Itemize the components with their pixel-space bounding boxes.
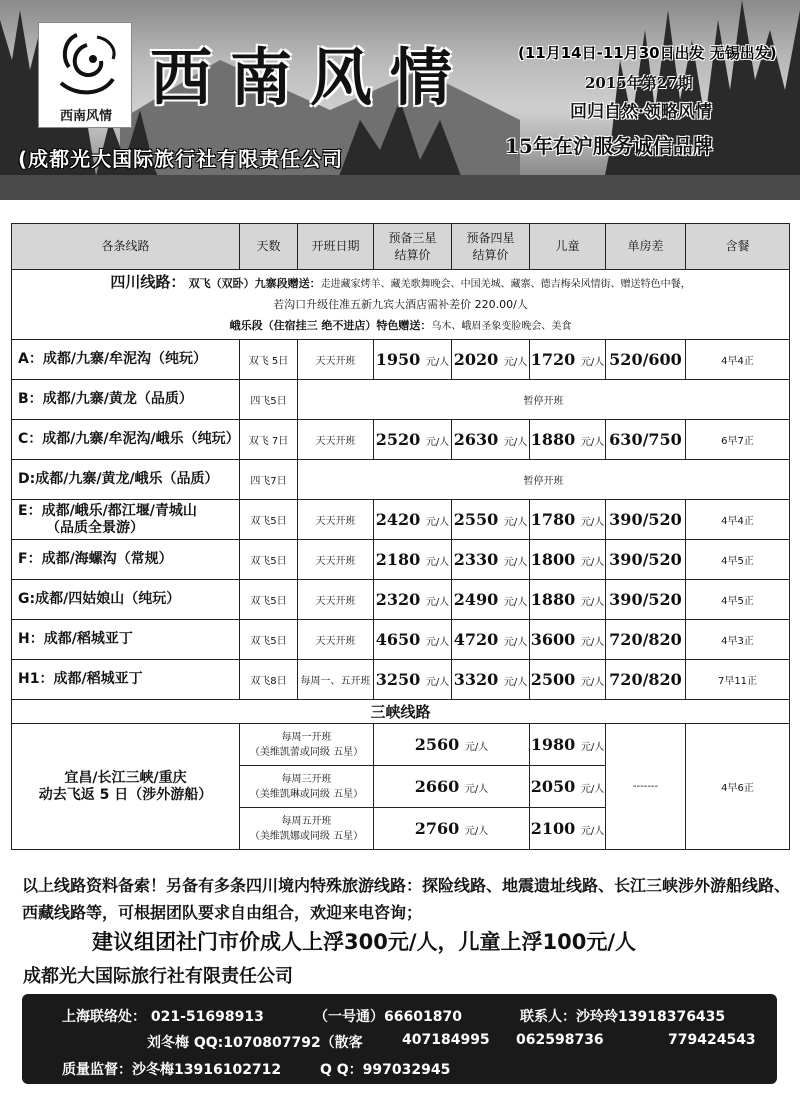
price-3star: 3250 元/人: [374, 660, 452, 700]
price-child: 2500 元/人: [530, 660, 606, 700]
route-schedule: 每周一、五开班: [298, 660, 374, 700]
route-schedule: 天天开班: [298, 500, 374, 540]
liu-qq: 刘冬梅 QQ:1070807792（散客: [147, 1035, 363, 1051]
route-days: 四飞7日: [240, 460, 298, 500]
sanxia-meals: 4早6正: [686, 724, 790, 850]
price-child: 1800 元/人: [530, 540, 606, 580]
price-3star: 2420 元/人: [374, 500, 452, 540]
brand-tagline: 15年在沪服务诚信品牌: [505, 134, 713, 158]
sichuan-info: 四川线路： 双飞（双卧）九寨段赠送：走进藏家烤羊、藏羌歌舞晚会、中国羌城、藏寨、德吉梅朵风情街、赠送特色中餐， 若沟口升级住准五新九宾大酒店需补差价 220.00/人 峨乐段（住宿挂三 绝不进店）特色赠送：乌木、峨眉圣象变脸晚会、美食: [12, 270, 790, 340]
table-row: [12, 724, 790, 766]
price-4star: 3320 元/人: [452, 660, 530, 700]
meals: 7早11正: [686, 660, 790, 700]
contact-box: [22, 994, 777, 1084]
main-title: 西南风情: [150, 41, 471, 114]
meals: 4早4正: [686, 340, 790, 380]
route-days: 四飞5日: [240, 380, 298, 420]
table-row: [12, 660, 790, 700]
table-row: [12, 500, 790, 540]
sanxia-child-price: 2100 元/人: [530, 808, 606, 850]
sanxia-child-price: 1980 元/人: [530, 724, 606, 766]
price-child: 3600 元/人: [530, 620, 606, 660]
qq-1: 407184995: [402, 1032, 490, 1048]
contact-person: 联系人：沙玲玲13918376435: [520, 1009, 726, 1025]
quality-supervision: 质量监督：沙冬梅13916102712: [62, 1062, 282, 1078]
meals: 4早3正: [686, 620, 790, 660]
col-days: 天数: [240, 224, 298, 270]
sichuan-info-row: [12, 270, 790, 340]
table-header-row: [12, 224, 790, 270]
route-schedule: 天天开班: [298, 420, 374, 460]
single-room-diff: 630/750: [606, 420, 686, 460]
route-days: 双飞 5日: [240, 340, 298, 380]
table-row: [12, 380, 790, 420]
sanxia-price: 2760 元/人: [374, 808, 530, 850]
price-4star: 2490 元/人: [452, 580, 530, 620]
sanxia-price: 2660 元/人: [374, 766, 530, 808]
single-room-diff: 720/820: [606, 660, 686, 700]
single-room-diff: 390/520: [606, 540, 686, 580]
meals: 6早7正: [686, 420, 790, 460]
single-room-diff: 390/520: [606, 500, 686, 540]
departure-date-range: (11月14日-11月30日出发 无锡出发): [518, 44, 777, 62]
price-3star: 2180 元/人: [374, 540, 452, 580]
table-row: [12, 460, 790, 500]
route-name: E：成都/峨乐/都江堰/青城山 （品质全景游）: [12, 500, 240, 540]
meals: 4早5正: [686, 540, 790, 580]
sanxia-title-row: [12, 700, 790, 724]
price-child: 1780 元/人: [530, 500, 606, 540]
route-days: 双飞 7日: [240, 420, 298, 460]
qq-2: 062598736: [516, 1032, 604, 1048]
route-name: H1：成都/稻城亚丁: [12, 660, 240, 700]
slogan: 回归自然·领略风情: [570, 102, 712, 122]
col-schedule: 开班日期: [298, 224, 374, 270]
col-route: 各条线路: [12, 224, 240, 270]
logo: [38, 22, 132, 128]
route-status: 暂停开班: [298, 380, 790, 420]
sanxia-rows: [12, 724, 790, 850]
col-meals: 含餐: [686, 224, 790, 270]
route-days: 双飞5日: [240, 500, 298, 540]
table-row: [12, 340, 790, 380]
price-3star: 1950 元/人: [374, 340, 452, 380]
price-table: [11, 223, 790, 850]
company-name: 成都光大国际旅行社有限责任公司: [28, 147, 344, 171]
meals: 4早5正: [686, 580, 790, 620]
company-name-banner: (成都光大国际旅行社有限责任公司: [18, 147, 344, 171]
route-name: A：成都/九寨/牟泥沟（纯玩）: [12, 340, 240, 380]
sanxia-price: 2560 元/人: [374, 724, 530, 766]
price-4star: 2020 元/人: [452, 340, 530, 380]
single-room-diff: 720/820: [606, 620, 686, 660]
issue-number: 2015年第27期: [585, 74, 693, 92]
route-schedule: 天天开班: [298, 340, 374, 380]
sanxia-child-price: 2050 元/人: [530, 766, 606, 808]
table-row: [12, 420, 790, 460]
route-days: 双飞5日: [240, 620, 298, 660]
col-4star: 预备四星 结算价: [452, 224, 530, 270]
price-3star: 4650 元/人: [374, 620, 452, 660]
single-room-diff: 390/520: [606, 580, 686, 620]
route-note: 以上线路资料备索！另备有多条四川境内特殊旅游线路：探险线路、地震遗址线路、长江三峡涉外游船线路、西藏线路等，可根据团队要求自由组合，欢迎来电咨询；: [22, 876, 791, 922]
shanghai-office: 上海联络处： 021-51698913: [62, 1009, 264, 1025]
route-rows: [12, 340, 790, 700]
col-child: 儿童: [530, 224, 606, 270]
route-name: D:成都/九寨/黄龙/峨乐（品质）: [12, 460, 240, 500]
route-days: 双飞5日: [240, 540, 298, 580]
price-4star: 2630 元/人: [452, 420, 530, 460]
col-single-room: 单房差: [606, 224, 686, 270]
qq-3: 779424543: [668, 1032, 756, 1048]
price-4star: 4720 元/人: [452, 620, 530, 660]
route-name: C：成都/九寨/牟泥沟/峨乐（纯玩）: [12, 420, 240, 460]
sanxia-schedule: 每周三开班 （美维凯琳或同级 五星）: [240, 766, 374, 808]
route-name: B：成都/九寨/黄龙（品质）: [12, 380, 240, 420]
header-banner: [0, 0, 800, 200]
price-3star: 2320 元/人: [374, 580, 452, 620]
route-schedule: 天天开班: [298, 580, 374, 620]
one-number-phone: （一号通）66601870: [314, 1009, 462, 1025]
route-days: 双飞8日: [240, 660, 298, 700]
route-days: 双飞5日: [240, 580, 298, 620]
price-4star: 2550 元/人: [452, 500, 530, 540]
sanxia-schedule: 每周一开班 （美维凯蕾或同级 五星）: [240, 724, 374, 766]
logo-swirl-icon: [47, 27, 125, 103]
sanxia-schedule: 每周五开班 （美维凯娜或同级 五星）: [240, 808, 374, 850]
price-4star: 2330 元/人: [452, 540, 530, 580]
logo-text: 西南风情: [59, 109, 112, 124]
route-name: H：成都/稻城亚丁: [12, 620, 240, 660]
route-name: F：成都/海螺沟（常规）: [12, 540, 240, 580]
price-3star: 2520 元/人: [374, 420, 452, 460]
meals: 4早4正: [686, 500, 790, 540]
table-row: [12, 540, 790, 580]
price-advice: 建议组团社门市价成人上浮300元/人，儿童上浮100元/人: [92, 930, 637, 954]
price-child: 1880 元/人: [530, 420, 606, 460]
price-child: 1880 元/人: [530, 580, 606, 620]
col-3star: 预备三星 结算价: [374, 224, 452, 270]
table-row: [12, 580, 790, 620]
qq-main: Q Q：997032945: [320, 1062, 451, 1078]
route-schedule: 天天开班: [298, 540, 374, 580]
table-row: [12, 620, 790, 660]
route-status: 暂停开班: [298, 460, 790, 500]
sanxia-single-room: -------: [606, 724, 686, 850]
single-room-diff: 520/600: [606, 340, 686, 380]
route-schedule: 天天开班: [298, 620, 374, 660]
route-name: G:成都/四姑娘山（纯玩）: [12, 580, 240, 620]
price-child: 1720 元/人: [530, 340, 606, 380]
sanxia-route-name: 宜昌/长江三峡/重庆 动去飞返 5 日（涉外游船）: [12, 724, 240, 850]
sanxia-title: 三峡线路: [12, 700, 790, 724]
footer-company: 成都光大国际旅行社有限责任公司: [23, 966, 293, 987]
